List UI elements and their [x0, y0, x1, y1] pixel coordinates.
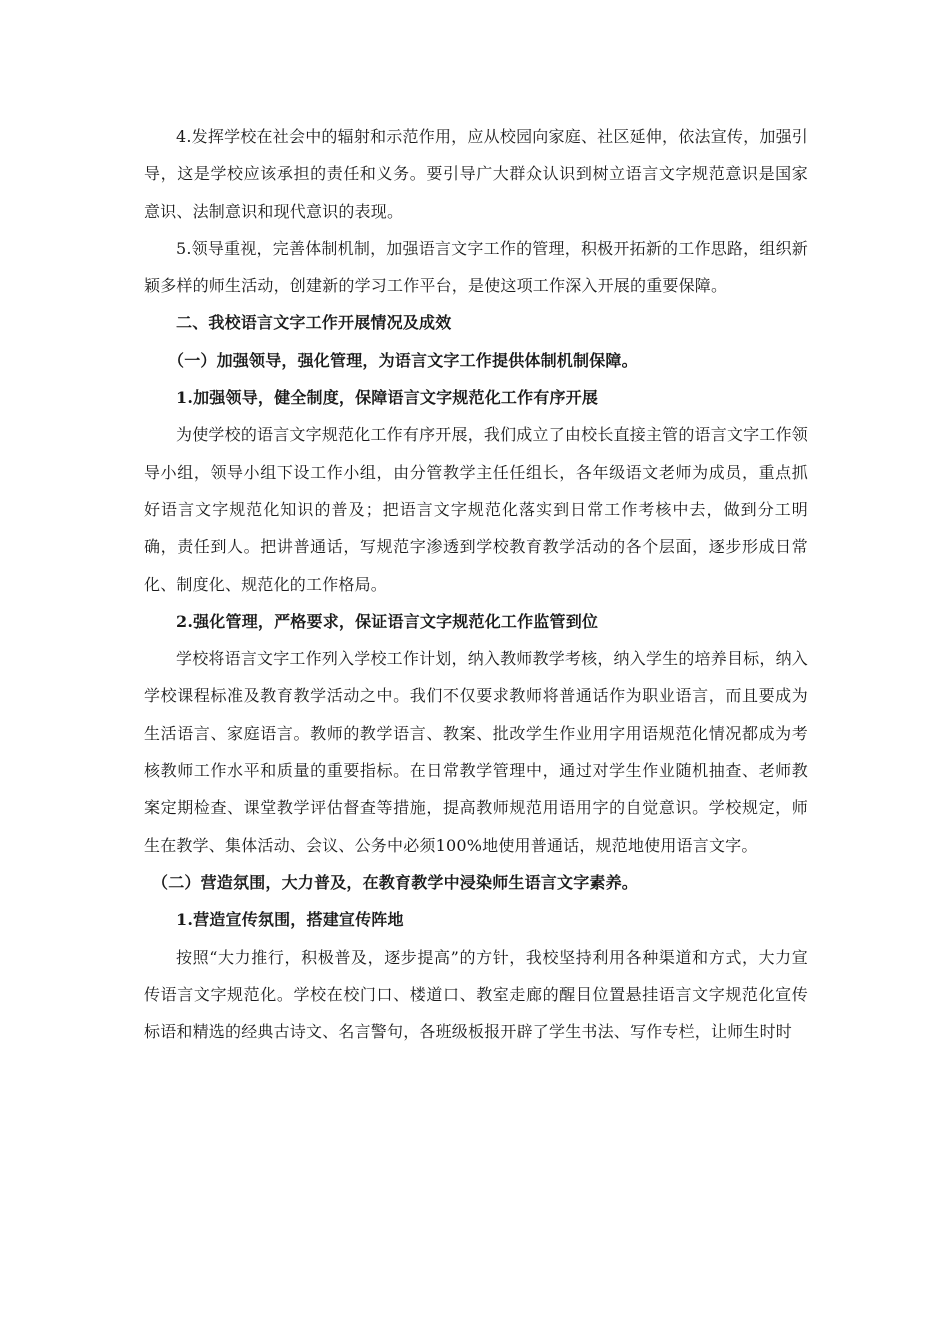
paragraph-leadership: 为使学校的语言文字规范化工作有序开展，我们成立了由校长直接主管的语言文字工作领导小组，领导小组下设工作小组，由分管教学主任任组长，各年级语文老师为成员，重点抓好语言文字规范化知识的普及；把语言文字规范化落实到日常工作考核中去，做到分工明确，责任到人。把讲普通话，写规范字渗透到学校教育教学活动的各个层面，逐步形成日常化、制度化、规范化的工作格局。 [144, 425, 808, 594]
point-heading-2: 2.强化管理，严格要求，保证语言文字规范化工作监管到位 [176, 611, 599, 631]
paragraph-item-4: 4.发挥学校在社会中的辐射和示范作用，应从校园向家庭、社区延伸，依法宣传，加强引导，这是学校应该承担的责任和义务。要引导广大群众认识到树立语言文字规范意识是国家意识、法制意识和现代意识的表现。 [144, 127, 808, 221]
paragraph-publicity: 按照“大力推行，积极普及，逐步提高”的方针，我校坚持利用各种渠道和方式，大力宣传语言文字规范化。学校在校门口、楼道口、教室走廊的醒目位置悬挂语言文字规范化宣传标语和精选的经典古诗文、名言警句，各班级板报开辟了学生书法、写作专栏，让师生时时 [144, 947, 808, 1042]
subsection-heading-1: （一）加强领导，强化管理，为语言文字工作提供体制机制保障。 [168, 350, 638, 370]
subsection-heading-2: （二）营造氛围，大力普及，在教育教学中浸染师生语言文字素养。 [152, 872, 639, 892]
paragraph-management: 学校将语言文字工作列入学校工作计划，纳入教师教学考核，纳入学生的培养目标，纳入学校课程标准及教育教学活动之中。我们不仅要求教师将普通话作为职业语言，而且要成为生活语言、家庭语言。教师的教学语言、教案、批改学生作业用字用语规范化情况都成为考核教师工作水平和质量的重要指标。在日常教学管理中，通过对学生作业随机抽查、老师教案定期检查、课堂教学评估督查等措施，提高教师规范用语用字的自觉意识。学校规定，师生在教学、集体活动、会议、公务中必须100%地使用普通话，规范地使用语言文字。 [144, 649, 808, 855]
document-body [144, 118, 808, 1050]
section-heading-2: 二、我校语言文字工作开展情况及成效 [176, 313, 452, 333]
point-heading-3: 1.营造宣传氛围，搭建宣传阵地 [176, 910, 404, 930]
point-heading-1: 1.加强领导，健全制度，保障语言文字规范化工作有序开展 [176, 388, 599, 408]
paragraph-item-5: 5.领导重视，完善体制机制，加强语言文字工作的管理，积极开拓新的工作思路，组织新颖多样的师生活动，创建新的学习工作平台，是使这项工作深入开展的重要保障。 [144, 238, 808, 296]
